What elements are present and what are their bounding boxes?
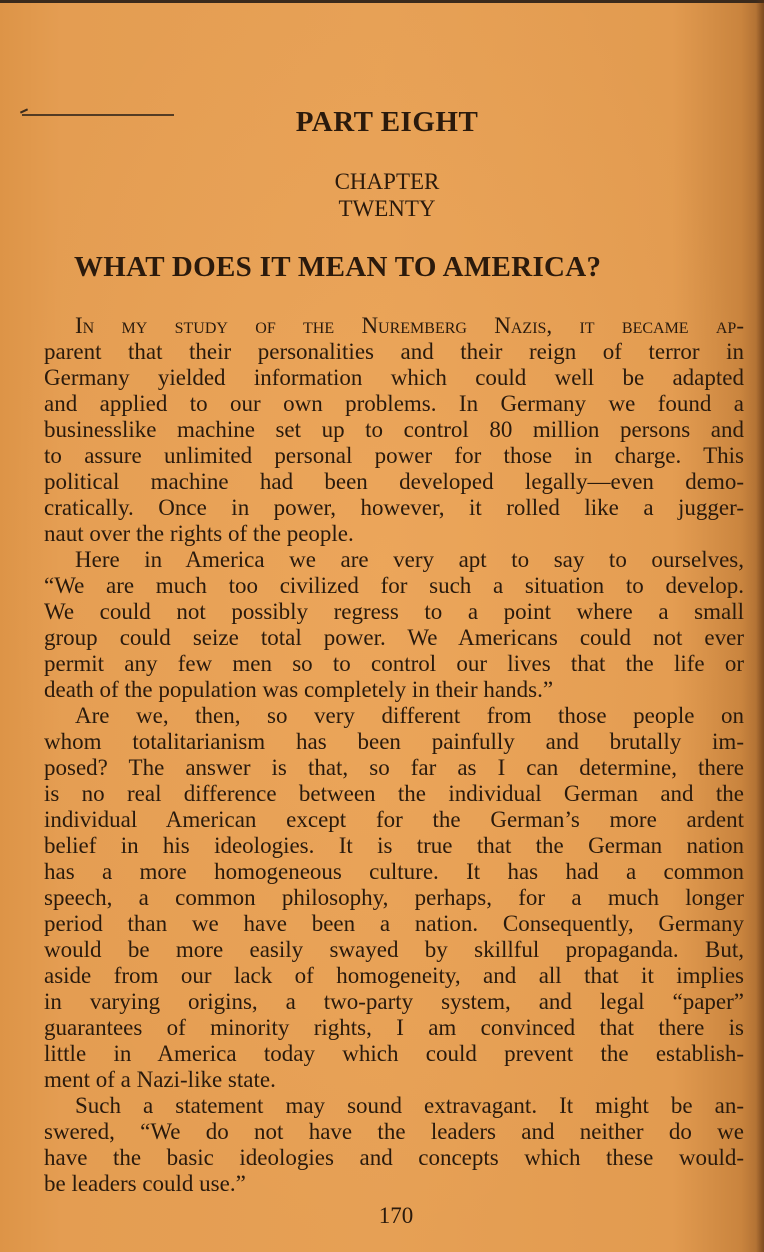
text-line: to assure unlimited personal power for those in charge. This [44,443,744,468]
text-line: “We are much too civilized for such a situation to develop. [44,573,744,598]
text-line: swered, “We do not have the leaders and neither do we [44,1119,744,1144]
text-line: political machine had been developed legally—even demo- [44,469,744,494]
text-line: naut over the rights of the people. [44,521,354,546]
text-line: belief in his ideologies. It is true that the German nation [44,833,744,858]
text-line: parent that their personalities and their reign of terror in [44,339,744,364]
text-line: in varying origins, a two-party system, and legal “paper” [44,989,744,1014]
text-line: would be more easily swayed by skillful propaganda. But, [44,937,744,962]
text-line: We could not possibly regress to a point where a small [44,599,744,624]
body-text [44,313,744,1197]
text-line: cratically. Once in power, however, it rolled like a jugger- [44,495,744,520]
text-line: businesslike machine set up to control 80 million persons and [44,417,744,442]
text-line: death of the population was completely in their hands.” [44,677,554,702]
chapter-number: TWENTY [338,196,436,221]
text-line: ment of a Nazi-like state. [44,1067,276,1092]
text-line: In my study of the Nuremberg Nazis, it became ap- [75,313,744,338]
text-line: Such a statement may sound extravagant. It might be an- [75,1093,744,1118]
chapter-title: WHAT DOES IT MEAN TO AMERICA? [74,251,602,283]
text-line: whom totalitarianism has been painfully and brutally im- [44,729,744,754]
text-line: Here in America we are very apt to say to ourselves, [75,547,744,572]
text-line: speech, a common philosophy, perhaps, for a much longer [44,885,744,910]
text-line: posed? The answer is that, so far as I can determine, there [44,755,744,780]
text-line: group could seize total power. We Americans could not ever [44,625,744,650]
top-edge-shadow [0,0,764,3]
text-line: and applied to our own problems. In Germany we found a [44,391,744,416]
text-line: little in America today which could prevent the establish- [44,1041,744,1066]
text-line: period than we have been a nation. Consequently, Germany [44,911,744,936]
text-line: is no real difference between the individual German and the [44,781,744,806]
text-line: be leaders could use.” [44,1171,246,1196]
chapter-label: CHAPTER [334,169,440,194]
text-line: has a more homogeneous culture. It has had a common [44,859,744,884]
text-line: permit any few men so to control our lives that the life or [44,651,744,676]
text-line: Germany yielded information which could well be adapted [44,365,744,390]
text-line: Are we, then, so very different from those people on [75,703,744,728]
chapter-heading [0,168,764,222]
page-number: 170 [378,1203,414,1228]
part-title: PART EIGHT [295,106,479,138]
text-line: aside from our lack of homogeneity, and all that it implies [44,963,744,988]
text-line: have the basic ideologies and concepts which these would- [44,1145,744,1170]
text-line: individual American except for the German’s more ardent [44,807,744,832]
text-line: guarantees of minority rights, I am convinced that there is [44,1015,744,1040]
